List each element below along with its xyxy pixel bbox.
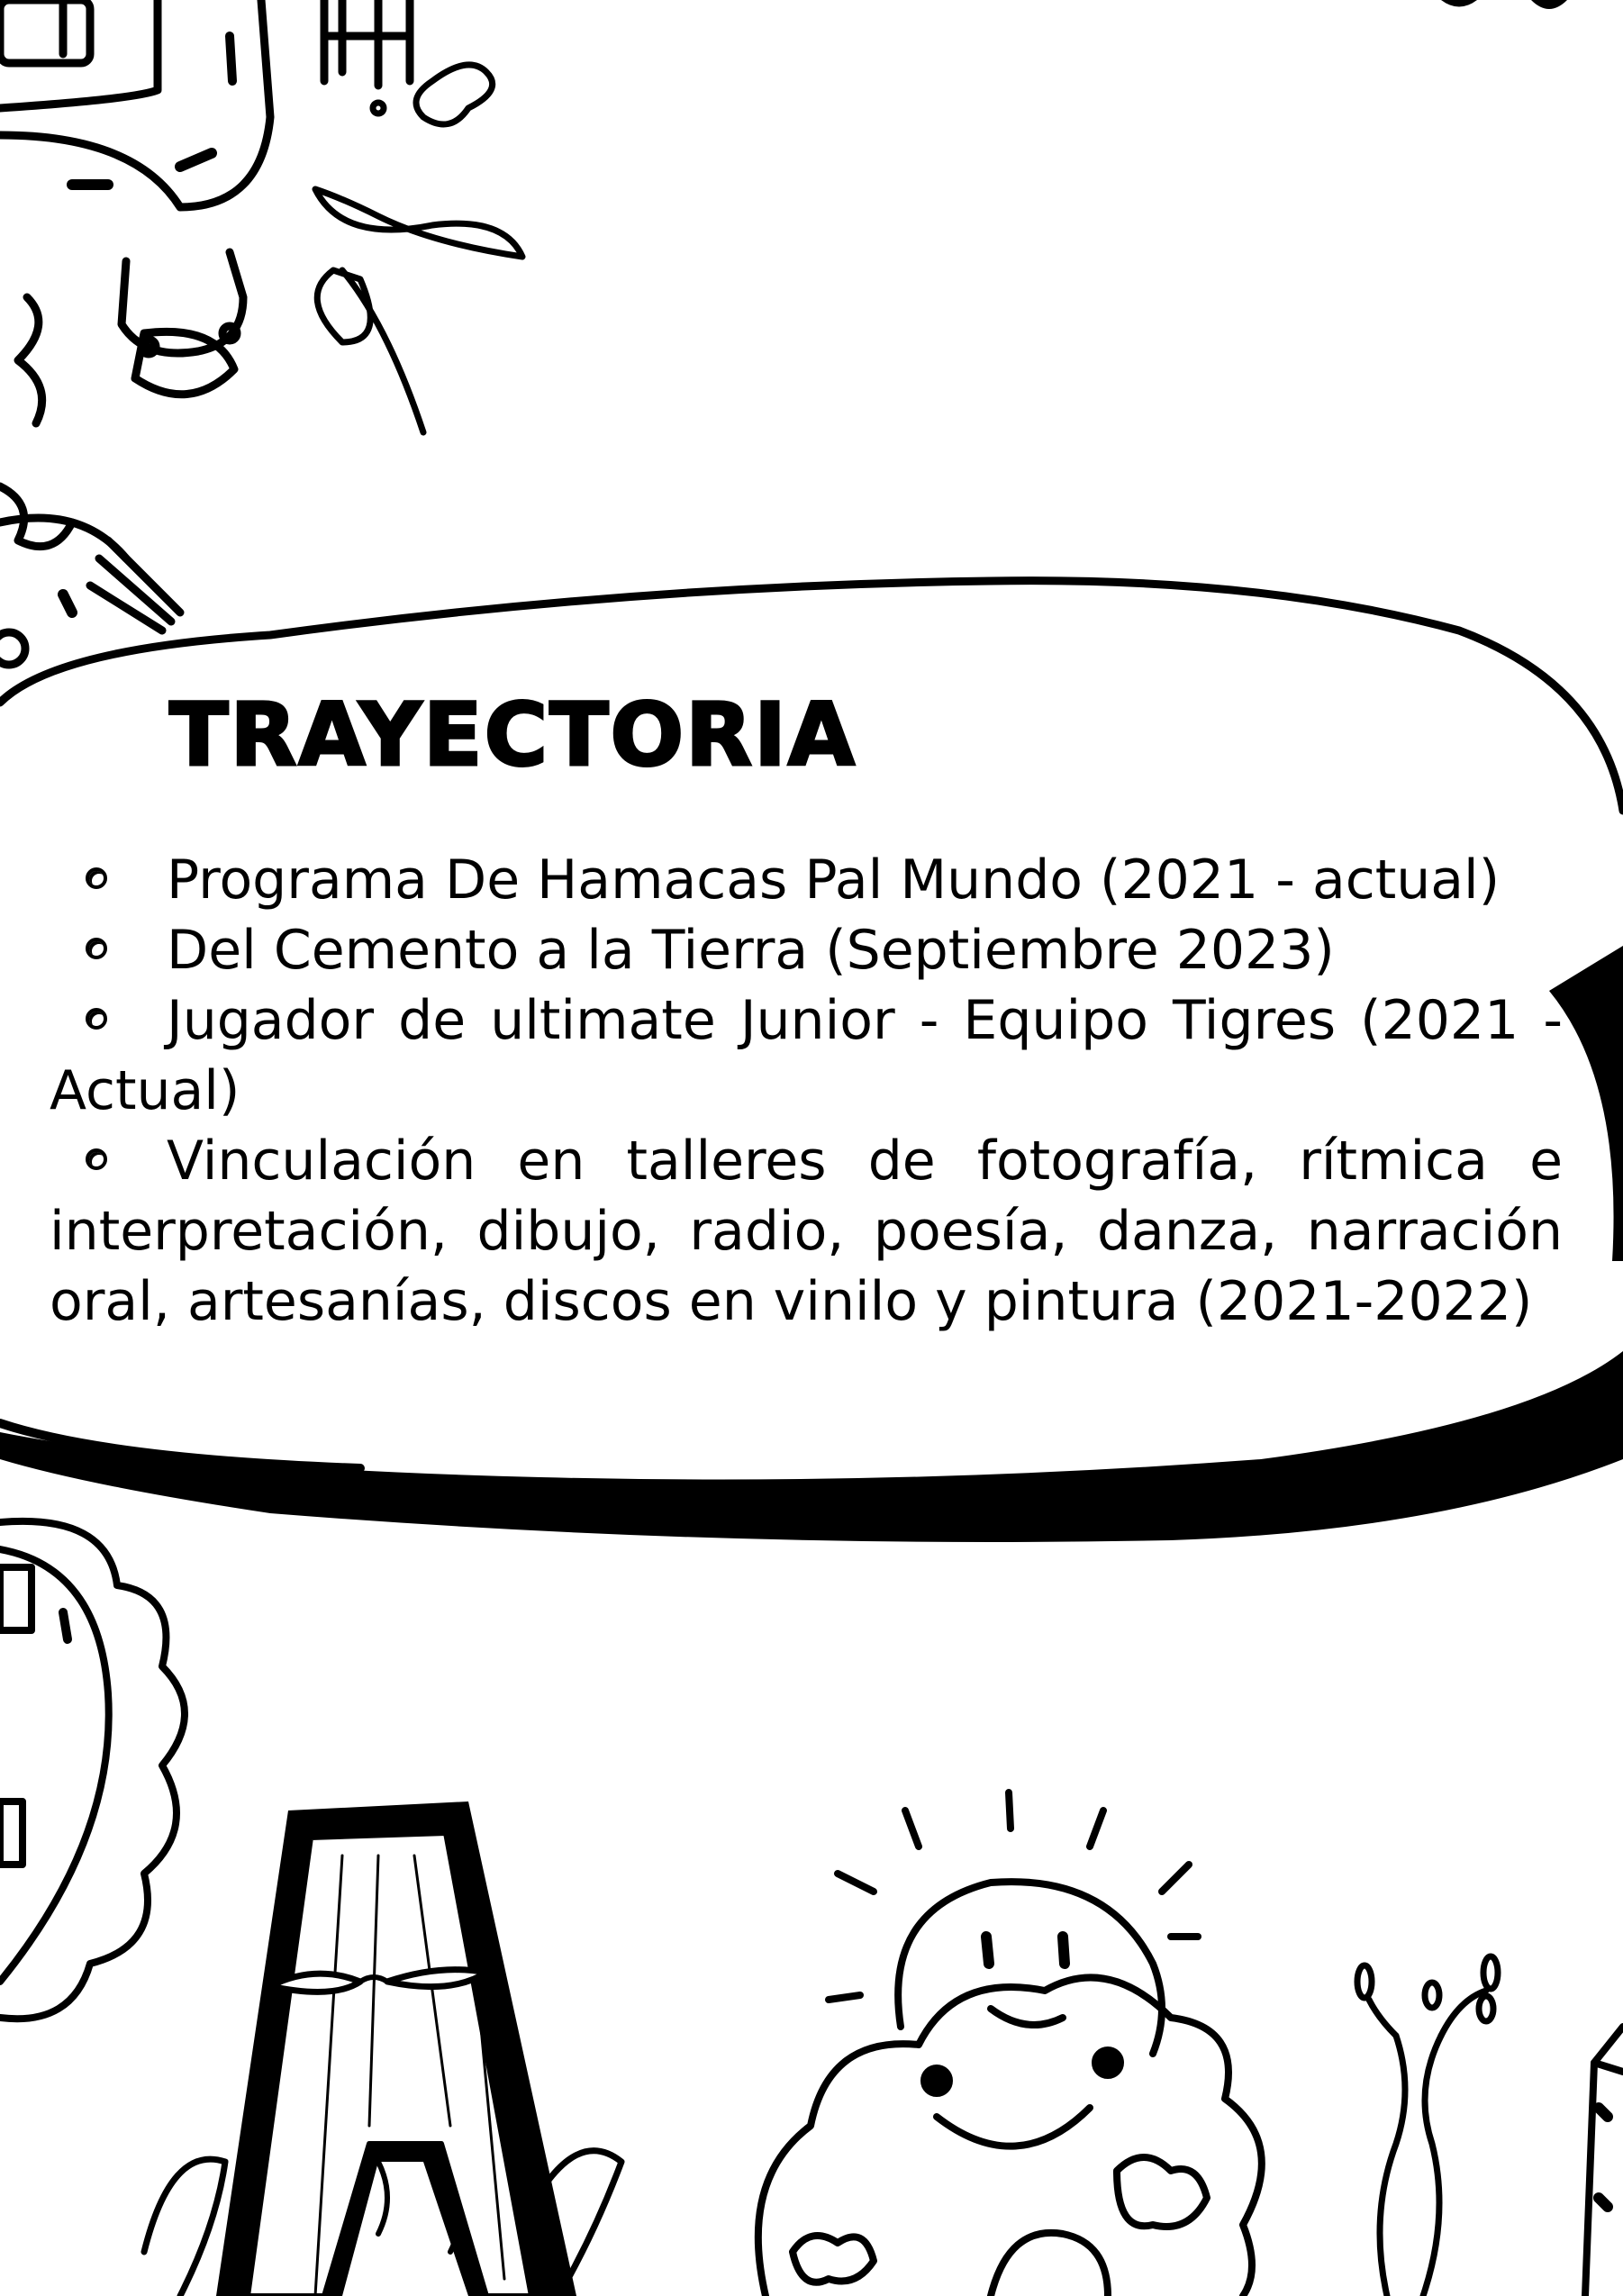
list-item [50,915,1563,985]
bullet-icon [86,867,107,889]
trajectory-list [50,845,1563,1337]
list-item [50,985,1563,1126]
list-item [50,845,1563,915]
list-item-text: Jugador de ultimate Junior - Equipo Tigres (2021 - Actual) [50,989,1563,1122]
bullet-icon [86,1148,107,1170]
list-item-text: Programa De Hamacas Pal Mundo (2021 - actual) [167,849,1501,912]
bullet-icon [86,938,107,959]
bullet-icon [86,1008,107,1030]
section-title: TRAYECTORIA [169,685,857,785]
list-item-text: Vinculación en talleres de fotografía, rítmica e interpretación, dibujo, radio, poesía, danza, narración oral, artesanías, discos en vinilo y pintura (2021-2022) [50,1130,1563,1333]
list-item-text: Del Cemento a la Tierra (Septiembre 2023) [167,919,1335,982]
list-item [50,1126,1563,1337]
